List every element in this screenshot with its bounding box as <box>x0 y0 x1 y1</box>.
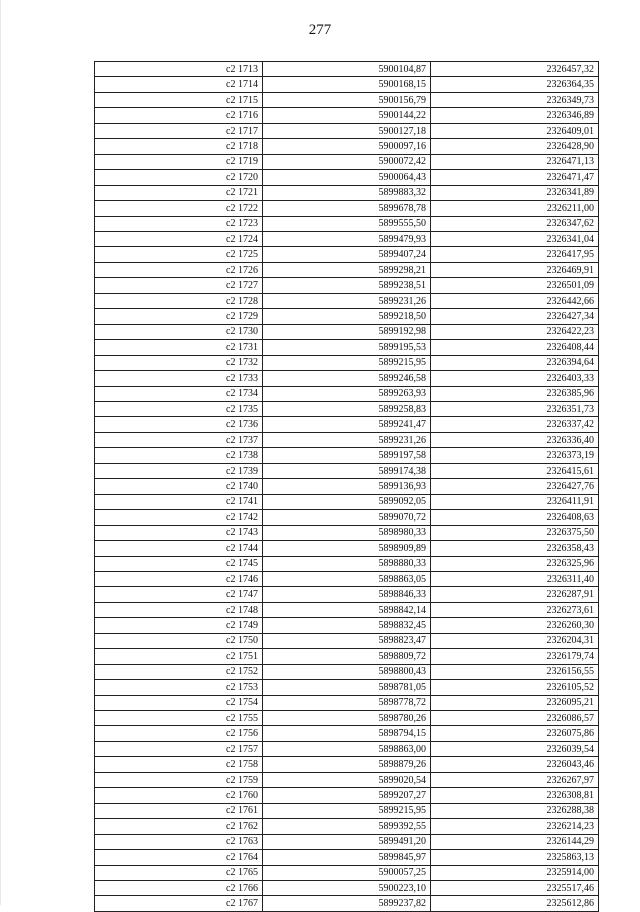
table-row <box>95 788 599 803</box>
point-id-cell: с2 1763 <box>95 834 263 849</box>
y-coordinate-cell: 2326394,64 <box>431 355 599 370</box>
table-row <box>95 371 599 386</box>
table-row <box>95 834 599 849</box>
y-coordinate-cell: 2326095,21 <box>431 695 599 710</box>
table-row <box>95 819 599 834</box>
x-coordinate-cell: 5899092,05 <box>263 494 431 509</box>
x-coordinate-cell: 5899207,27 <box>263 788 431 803</box>
y-coordinate-cell: 2326408,44 <box>431 340 599 355</box>
y-coordinate-cell: 2326043,46 <box>431 757 599 772</box>
x-coordinate-cell: 5899555,50 <box>263 216 431 231</box>
x-coordinate-cell: 5900127,18 <box>263 123 431 138</box>
point-id-cell: с2 1750 <box>95 633 263 648</box>
x-coordinate-cell: 5899263,93 <box>263 386 431 401</box>
y-coordinate-cell: 2326144,29 <box>431 834 599 849</box>
point-id-cell: с2 1765 <box>95 865 263 880</box>
x-coordinate-cell: 5899215,95 <box>263 803 431 818</box>
y-coordinate-cell: 2325863,13 <box>431 850 599 865</box>
y-coordinate-cell: 2326422,23 <box>431 324 599 339</box>
table-row <box>95 386 599 401</box>
table-row <box>95 123 599 138</box>
point-id-cell: с2 1734 <box>95 386 263 401</box>
x-coordinate-cell: 5899678,78 <box>263 201 431 216</box>
coordinates-table <box>94 61 599 912</box>
table-row <box>95 803 599 818</box>
y-coordinate-cell: 2326375,50 <box>431 525 599 540</box>
y-coordinate-cell: 2325517,46 <box>431 881 599 896</box>
x-coordinate-cell: 5898880,33 <box>263 556 431 571</box>
table-row <box>95 62 599 77</box>
x-coordinate-cell: 5899392,55 <box>263 819 431 834</box>
table-row <box>95 139 599 154</box>
table-row <box>95 633 599 648</box>
point-id-cell: с2 1755 <box>95 711 263 726</box>
y-coordinate-cell: 2326211,00 <box>431 201 599 216</box>
x-coordinate-cell: 5899491,20 <box>263 834 431 849</box>
y-coordinate-cell: 2326287,91 <box>431 587 599 602</box>
x-coordinate-cell: 5898980,33 <box>263 525 431 540</box>
point-id-cell: с2 1762 <box>95 819 263 834</box>
y-coordinate-cell: 2326471,47 <box>431 170 599 185</box>
y-coordinate-cell: 2326325,96 <box>431 556 599 571</box>
point-id-cell: с2 1751 <box>95 649 263 664</box>
table-row <box>95 278 599 293</box>
table-row <box>95 309 599 324</box>
table-row <box>95 494 599 509</box>
x-coordinate-cell: 5899195,53 <box>263 340 431 355</box>
point-id-cell: с2 1758 <box>95 757 263 772</box>
table-row <box>95 726 599 741</box>
x-coordinate-cell: 5899215,95 <box>263 355 431 370</box>
y-coordinate-cell: 2326442,66 <box>431 293 599 308</box>
point-id-cell: с2 1742 <box>95 510 263 525</box>
point-id-cell: с2 1722 <box>95 201 263 216</box>
point-id-cell: с2 1741 <box>95 494 263 509</box>
table-row <box>95 479 599 494</box>
point-id-cell: с2 1752 <box>95 664 263 679</box>
point-id-cell: с2 1724 <box>95 231 263 246</box>
point-id-cell: с2 1760 <box>95 788 263 803</box>
y-coordinate-cell: 2326428,90 <box>431 139 599 154</box>
table-row <box>95 741 599 756</box>
point-id-cell: с2 1728 <box>95 293 263 308</box>
table-row <box>95 587 599 602</box>
x-coordinate-cell: 5898863,05 <box>263 571 431 586</box>
x-coordinate-cell: 5899407,24 <box>263 247 431 262</box>
point-id-cell: с2 1713 <box>95 62 263 77</box>
x-coordinate-cell: 5900064,43 <box>263 170 431 185</box>
table-row <box>95 355 599 370</box>
point-id-cell: с2 1717 <box>95 123 263 138</box>
y-coordinate-cell: 2326469,91 <box>431 262 599 277</box>
page-number: 277 <box>308 22 332 38</box>
y-coordinate-cell: 2326427,76 <box>431 479 599 494</box>
point-id-cell: с2 1732 <box>95 355 263 370</box>
table-row <box>95 448 599 463</box>
y-coordinate-cell: 2326288,38 <box>431 803 599 818</box>
point-id-cell: с2 1727 <box>95 278 263 293</box>
table-row <box>95 711 599 726</box>
table-row <box>95 865 599 880</box>
table-row <box>95 247 599 262</box>
x-coordinate-cell: 5899218,50 <box>263 309 431 324</box>
table-row <box>95 417 599 432</box>
x-coordinate-cell: 5898863,00 <box>263 741 431 756</box>
y-coordinate-cell: 2326385,96 <box>431 386 599 401</box>
point-id-cell: с2 1740 <box>95 479 263 494</box>
table-row <box>95 772 599 787</box>
y-coordinate-cell: 2326156,55 <box>431 664 599 679</box>
y-coordinate-cell: 2326417,95 <box>431 247 599 262</box>
y-coordinate-cell: 2326358,43 <box>431 541 599 556</box>
point-id-cell: с2 1719 <box>95 154 263 169</box>
point-id-cell: с2 1731 <box>95 340 263 355</box>
table-row <box>95 510 599 525</box>
x-coordinate-cell: 5899192,98 <box>263 324 431 339</box>
table-row <box>95 77 599 92</box>
table-row <box>95 262 599 277</box>
point-id-cell: с2 1714 <box>95 77 263 92</box>
point-id-cell: с2 1749 <box>95 618 263 633</box>
point-id-cell: с2 1767 <box>95 896 263 911</box>
y-coordinate-cell: 2326349,73 <box>431 92 599 107</box>
table-row <box>95 463 599 478</box>
point-id-cell: с2 1744 <box>95 541 263 556</box>
y-coordinate-cell: 2326415,61 <box>431 463 599 478</box>
x-coordinate-cell: 5898780,26 <box>263 711 431 726</box>
table-row <box>95 602 599 617</box>
x-coordinate-cell: 5898832,45 <box>263 618 431 633</box>
y-coordinate-cell: 2326337,42 <box>431 417 599 432</box>
x-coordinate-cell: 5900156,79 <box>263 92 431 107</box>
table-row <box>95 695 599 710</box>
point-id-cell: с2 1735 <box>95 401 263 416</box>
point-id-cell: с2 1716 <box>95 108 263 123</box>
point-id-cell: с2 1764 <box>95 850 263 865</box>
point-id-cell: с2 1723 <box>95 216 263 231</box>
x-coordinate-cell: 5899883,32 <box>263 185 431 200</box>
x-coordinate-cell: 5900097,16 <box>263 139 431 154</box>
point-id-cell: с2 1738 <box>95 448 263 463</box>
point-id-cell: с2 1746 <box>95 571 263 586</box>
x-coordinate-cell: 5899238,51 <box>263 278 431 293</box>
x-coordinate-cell: 5899237,82 <box>263 896 431 911</box>
point-id-cell: с2 1747 <box>95 587 263 602</box>
point-id-cell: с2 1721 <box>95 185 263 200</box>
point-id-cell: с2 1739 <box>95 463 263 478</box>
y-coordinate-cell: 2326214,23 <box>431 819 599 834</box>
table-row <box>95 293 599 308</box>
x-coordinate-cell: 5900072,42 <box>263 154 431 169</box>
y-coordinate-cell: 2326408,63 <box>431 510 599 525</box>
y-coordinate-cell: 2326341,89 <box>431 185 599 200</box>
point-id-cell: с2 1730 <box>95 324 263 339</box>
table-row <box>95 170 599 185</box>
x-coordinate-cell: 5898879,26 <box>263 757 431 772</box>
x-coordinate-cell: 5898778,72 <box>263 695 431 710</box>
point-id-cell: с2 1733 <box>95 371 263 386</box>
x-coordinate-cell: 5898909,89 <box>263 541 431 556</box>
table-row <box>95 664 599 679</box>
x-coordinate-cell: 5899479,93 <box>263 231 431 246</box>
coordinates-table-body <box>95 62 599 912</box>
point-id-cell: с2 1766 <box>95 881 263 896</box>
point-id-cell: с2 1725 <box>95 247 263 262</box>
y-coordinate-cell: 2325914,00 <box>431 865 599 880</box>
x-coordinate-cell: 5899241,47 <box>263 417 431 432</box>
y-coordinate-cell: 2326403,33 <box>431 371 599 386</box>
table-row <box>95 618 599 633</box>
x-coordinate-cell: 5899231,26 <box>263 293 431 308</box>
x-coordinate-cell: 5898842,14 <box>263 602 431 617</box>
y-coordinate-cell: 2326308,81 <box>431 788 599 803</box>
point-id-cell: с2 1726 <box>95 262 263 277</box>
table-row <box>95 757 599 772</box>
x-coordinate-cell: 5899845,97 <box>263 850 431 865</box>
point-id-cell: с2 1754 <box>95 695 263 710</box>
table-row <box>95 92 599 107</box>
x-coordinate-cell: 5900168,15 <box>263 77 431 92</box>
point-id-cell: с2 1718 <box>95 139 263 154</box>
table-row <box>95 216 599 231</box>
point-id-cell: с2 1715 <box>95 92 263 107</box>
point-id-cell: с2 1748 <box>95 602 263 617</box>
table-row <box>95 185 599 200</box>
point-id-cell: с2 1759 <box>95 772 263 787</box>
y-coordinate-cell: 2326179,74 <box>431 649 599 664</box>
table-row <box>95 201 599 216</box>
table-row <box>95 850 599 865</box>
point-id-cell: с2 1761 <box>95 803 263 818</box>
x-coordinate-cell: 5898794,15 <box>263 726 431 741</box>
y-coordinate-cell: 2326267,97 <box>431 772 599 787</box>
point-id-cell: с2 1720 <box>95 170 263 185</box>
x-coordinate-cell: 5899020,54 <box>263 772 431 787</box>
x-coordinate-cell: 5899298,21 <box>263 262 431 277</box>
table-row <box>95 401 599 416</box>
x-coordinate-cell: 5900104,87 <box>263 62 431 77</box>
scan-edge <box>0 0 1 905</box>
point-id-cell: с2 1757 <box>95 741 263 756</box>
x-coordinate-cell: 5900057,25 <box>263 865 431 880</box>
y-coordinate-cell: 2326105,52 <box>431 680 599 695</box>
y-coordinate-cell: 2326411,91 <box>431 494 599 509</box>
table-row <box>95 896 599 911</box>
y-coordinate-cell: 2326457,32 <box>431 62 599 77</box>
y-coordinate-cell: 2326273,61 <box>431 602 599 617</box>
y-coordinate-cell: 2326075,86 <box>431 726 599 741</box>
y-coordinate-cell: 2326409,01 <box>431 123 599 138</box>
y-coordinate-cell: 2326346,89 <box>431 108 599 123</box>
y-coordinate-cell: 2326336,40 <box>431 432 599 447</box>
point-id-cell: с2 1736 <box>95 417 263 432</box>
y-coordinate-cell: 2326311,40 <box>431 571 599 586</box>
point-id-cell: с2 1729 <box>95 309 263 324</box>
x-coordinate-cell: 5899174,38 <box>263 463 431 478</box>
y-coordinate-cell: 2326373,19 <box>431 448 599 463</box>
y-coordinate-cell: 2326039,54 <box>431 741 599 756</box>
point-id-cell: с2 1743 <box>95 525 263 540</box>
x-coordinate-cell: 5900223,10 <box>263 881 431 896</box>
x-coordinate-cell: 5899231,26 <box>263 432 431 447</box>
x-coordinate-cell: 5898846,33 <box>263 587 431 602</box>
table-row <box>95 231 599 246</box>
table-row <box>95 340 599 355</box>
table-row <box>95 881 599 896</box>
y-coordinate-cell: 2326086,57 <box>431 711 599 726</box>
table-row <box>95 680 599 695</box>
x-coordinate-cell: 5899070,72 <box>263 510 431 525</box>
point-id-cell: с2 1756 <box>95 726 263 741</box>
x-coordinate-cell: 5898809,72 <box>263 649 431 664</box>
x-coordinate-cell: 5899246,58 <box>263 371 431 386</box>
y-coordinate-cell: 2326347,62 <box>431 216 599 231</box>
y-coordinate-cell: 2325612,86 <box>431 896 599 911</box>
table-row <box>95 571 599 586</box>
point-id-cell: с2 1745 <box>95 556 263 571</box>
table-row <box>95 649 599 664</box>
x-coordinate-cell: 5898800,43 <box>263 664 431 679</box>
table-row <box>95 324 599 339</box>
x-coordinate-cell: 5898823,47 <box>263 633 431 648</box>
x-coordinate-cell: 5899136,93 <box>263 479 431 494</box>
y-coordinate-cell: 2326501,09 <box>431 278 599 293</box>
y-coordinate-cell: 2326341,04 <box>431 231 599 246</box>
table-row <box>95 108 599 123</box>
table-row <box>95 432 599 447</box>
y-coordinate-cell: 2326351,73 <box>431 401 599 416</box>
x-coordinate-cell: 5899258,83 <box>263 401 431 416</box>
table-row <box>95 154 599 169</box>
x-coordinate-cell: 5900144,22 <box>263 108 431 123</box>
table-row <box>95 525 599 540</box>
y-coordinate-cell: 2326260,30 <box>431 618 599 633</box>
y-coordinate-cell: 2326364,35 <box>431 77 599 92</box>
point-id-cell: с2 1737 <box>95 432 263 447</box>
table-row <box>95 556 599 571</box>
x-coordinate-cell: 5898781,05 <box>263 680 431 695</box>
y-coordinate-cell: 2326427,34 <box>431 309 599 324</box>
point-id-cell: с2 1753 <box>95 680 263 695</box>
y-coordinate-cell: 2326204,31 <box>431 633 599 648</box>
y-coordinate-cell: 2326471,13 <box>431 154 599 169</box>
x-coordinate-cell: 5899197,58 <box>263 448 431 463</box>
table-row <box>95 541 599 556</box>
